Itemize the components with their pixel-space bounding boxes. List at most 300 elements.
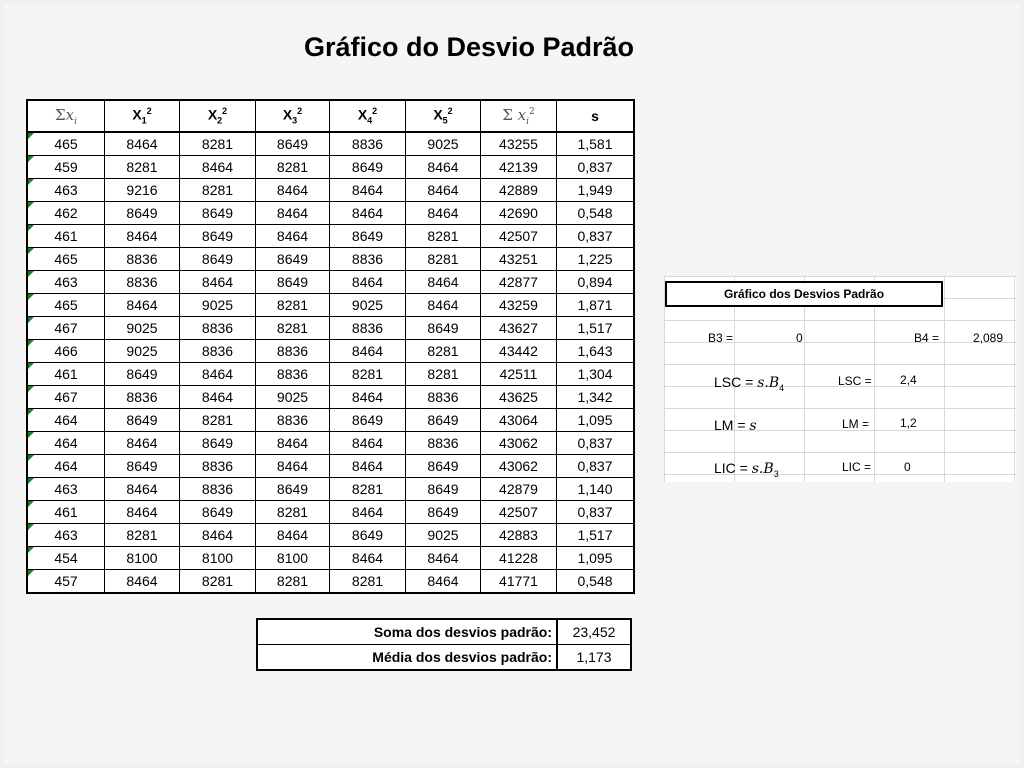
table-row <box>27 501 634 524</box>
cell-marker-icon <box>28 386 34 392</box>
table-header-row <box>27 100 634 132</box>
cell-value: 8464 <box>427 297 459 313</box>
cell-value: 8464 <box>126 297 158 313</box>
cell-value: 9216 <box>126 182 158 198</box>
table-cell <box>406 455 481 478</box>
table-cell <box>330 156 406 179</box>
mean-label: Média dos desvios padrão: <box>257 645 557 671</box>
cell-value: 459 <box>54 159 78 175</box>
table-cell <box>105 271 180 294</box>
table-cell <box>180 570 256 594</box>
mean-value: 1,173 <box>557 645 631 671</box>
table-row <box>27 248 634 271</box>
table-row <box>27 132 634 156</box>
cell-value: 8281 <box>427 366 459 382</box>
lm-formula-label: LM = <box>714 417 746 433</box>
cell-value: 8649 <box>427 412 459 428</box>
cell-value: 1,949 <box>577 182 613 198</box>
table-cell <box>105 570 180 594</box>
cell-marker-icon <box>28 455 34 461</box>
cell-marker-icon <box>28 478 34 484</box>
cell-value: 42507 <box>499 228 538 244</box>
data-table <box>26 99 635 594</box>
cell-value: 467 <box>54 320 78 336</box>
cell-value: 8836 <box>126 251 158 267</box>
table-cell <box>180 547 256 570</box>
table-row <box>27 317 634 340</box>
cell-marker-icon <box>28 501 34 507</box>
cell-value: 8649 <box>126 412 158 428</box>
table-cell <box>180 317 256 340</box>
cell-value: 8281 <box>201 182 234 198</box>
table-cell <box>481 570 557 594</box>
table-cell <box>27 202 105 225</box>
cell-value: 1,871 <box>577 297 613 313</box>
cell-value: 42889 <box>499 182 538 198</box>
table-row <box>27 340 634 363</box>
cell-value: 9025 <box>427 136 459 152</box>
header-x1-squared: $X_1^2$ <box>105 100 180 132</box>
table-body <box>27 132 634 593</box>
table-cell <box>256 202 330 225</box>
table-cell <box>330 547 406 570</box>
cell-marker-icon <box>28 133 34 139</box>
cell-value: 465 <box>54 251 78 267</box>
cell-value: 465 <box>54 297 78 313</box>
table-cell <box>27 478 105 501</box>
table-cell <box>330 409 406 432</box>
table-cell <box>481 271 557 294</box>
cell-value: 42883 <box>499 527 538 543</box>
cell-value: 8464 <box>427 205 459 221</box>
cell-value: 0,548 <box>577 205 613 221</box>
table-cell <box>481 386 557 409</box>
table-cell <box>105 132 180 156</box>
table-cell <box>557 363 635 386</box>
table-cell <box>27 179 105 202</box>
cell-value: 8464 <box>351 458 384 474</box>
table-cell <box>406 248 481 271</box>
cell-value: 8649 <box>351 527 384 543</box>
cell-value: 8836 <box>427 389 459 405</box>
cell-value: 8649 <box>126 458 158 474</box>
cell-value: 8464 <box>351 343 384 359</box>
cell-value: 8464 <box>276 205 309 221</box>
table-cell <box>557 478 635 501</box>
table-row <box>27 432 634 455</box>
cell-value: 464 <box>54 435 78 451</box>
cell-value: 42877 <box>499 274 538 290</box>
table-cell <box>256 179 330 202</box>
table-row <box>27 202 634 225</box>
cell-value: 43062 <box>499 435 538 451</box>
cell-value: 1,304 <box>577 366 613 382</box>
cell-value: 8100 <box>126 550 158 566</box>
cell-value: 42507 <box>499 504 538 520</box>
cell-value: 8464 <box>276 458 309 474</box>
table-cell <box>481 225 557 248</box>
cell-value: 1,225 <box>577 251 613 267</box>
cell-value: 8836 <box>351 320 384 336</box>
cell-marker-icon <box>28 225 34 231</box>
cell-value: 8464 <box>126 228 158 244</box>
table-cell <box>27 225 105 248</box>
table-cell <box>27 294 105 317</box>
table-row <box>27 271 634 294</box>
cell-value: 42879 <box>499 481 538 497</box>
cell-value: 8649 <box>427 504 459 520</box>
table-cell <box>330 225 406 248</box>
table-cell <box>27 248 105 271</box>
table-cell <box>330 570 406 594</box>
cell-value: 8649 <box>201 228 234 244</box>
table-cell <box>406 156 481 179</box>
table-cell <box>27 547 105 570</box>
table-cell <box>557 455 635 478</box>
table-cell <box>27 501 105 524</box>
table-cell <box>406 478 481 501</box>
cell-value: 42511 <box>499 366 538 382</box>
table-cell <box>105 179 180 202</box>
cell-value: 8464 <box>427 182 459 198</box>
table-cell <box>27 317 105 340</box>
table-row <box>27 524 634 547</box>
cell-value: 8649 <box>126 205 158 221</box>
table-cell <box>105 294 180 317</box>
cell-value: 8281 <box>276 573 309 589</box>
table-cell <box>406 294 481 317</box>
table-cell <box>481 179 557 202</box>
cell-value: 8464 <box>427 159 459 175</box>
table-cell <box>557 501 635 524</box>
table-cell <box>27 271 105 294</box>
cell-value: 8836 <box>351 251 384 267</box>
table-cell <box>27 432 105 455</box>
lsc-label: LSC = <box>838 374 872 388</box>
cell-value: 8464 <box>351 274 384 290</box>
cell-value: 8649 <box>427 320 459 336</box>
cell-value: 1,517 <box>577 320 613 336</box>
table-cell <box>481 363 557 386</box>
table-row <box>27 363 634 386</box>
cell-value: 42139 <box>499 159 538 175</box>
header-x4-squared: $X_4^2$ <box>330 100 406 132</box>
cell-value: 1,517 <box>577 527 613 543</box>
cell-value: 8836 <box>201 320 234 336</box>
cell-value: 8464 <box>351 205 384 221</box>
cell-marker-icon <box>28 202 34 208</box>
cell-value: 0,837 <box>577 435 613 451</box>
table-cell <box>256 294 330 317</box>
cell-value: 8464 <box>427 573 459 589</box>
cell-value: 9025 <box>201 297 234 313</box>
cell-value: 43442 <box>499 343 538 359</box>
table-cell <box>557 132 635 156</box>
table-cell <box>105 156 180 179</box>
summary-row-mean <box>257 645 631 671</box>
lsc-formula-expr: s.B <box>757 375 780 391</box>
table-cell <box>330 202 406 225</box>
table-cell <box>406 501 481 524</box>
cell-value: 8281 <box>427 228 459 244</box>
table-cell <box>105 432 180 455</box>
sum-value: 23,452 <box>557 619 631 645</box>
cell-value: 1,140 <box>577 481 613 497</box>
table-cell <box>256 271 330 294</box>
b3-label: B3 = <box>708 331 734 345</box>
table-cell <box>557 317 635 340</box>
table-cell <box>27 409 105 432</box>
table-cell <box>330 524 406 547</box>
cell-value: 43251 <box>499 251 538 267</box>
table-cell <box>481 202 557 225</box>
table-cell <box>180 294 256 317</box>
cell-value: 8464 <box>201 527 234 543</box>
cell-value: 8464 <box>351 504 384 520</box>
cell-value: 457 <box>54 573 78 589</box>
cell-marker-icon <box>28 524 34 530</box>
table-cell <box>406 317 481 340</box>
table-cell <box>406 340 481 363</box>
table-cell <box>27 363 105 386</box>
cell-value: 8464 <box>126 504 158 520</box>
cell-value: 8281 <box>201 412 234 428</box>
cell-value: 9025 <box>427 527 459 543</box>
table-cell <box>330 248 406 271</box>
table-cell <box>180 156 256 179</box>
cell-value: 8464 <box>126 481 158 497</box>
cell-value: 8649 <box>427 458 459 474</box>
lsc-value: 2,4 <box>900 373 917 387</box>
lm-formula <box>714 417 757 434</box>
cell-value: 8836 <box>201 481 234 497</box>
cell-value: 1,095 <box>577 550 613 566</box>
cell-value: 8281 <box>351 481 384 497</box>
table-cell <box>180 248 256 271</box>
cell-value: 466 <box>54 343 78 359</box>
b3-value: 0 <box>796 331 803 345</box>
cell-value: 8649 <box>276 274 309 290</box>
cell-value: 8281 <box>427 343 459 359</box>
header-x3-squared: $X_3^2$ <box>256 100 330 132</box>
table-cell <box>406 363 481 386</box>
table-cell <box>180 340 256 363</box>
panel-title: Gráfico dos Desvios Padrão <box>665 281 943 307</box>
table-cell <box>330 317 406 340</box>
cell-value: 462 <box>54 205 78 221</box>
table-cell <box>406 432 481 455</box>
header-x5-squared: $X_5^2$ <box>406 100 481 132</box>
cell-value: 42690 <box>499 205 538 221</box>
table-cell <box>256 363 330 386</box>
cell-value: 9025 <box>276 389 309 405</box>
cell-value: 8281 <box>276 159 309 175</box>
table-cell <box>256 524 330 547</box>
table-cell <box>180 179 256 202</box>
control-limits-panel <box>664 276 1016 482</box>
cell-value: 41771 <box>499 573 538 589</box>
table-cell <box>180 363 256 386</box>
cell-value: 8281 <box>276 297 309 313</box>
table-cell <box>180 386 256 409</box>
cell-marker-icon <box>28 271 34 277</box>
cell-value: 8100 <box>201 550 234 566</box>
cell-value: 0,837 <box>577 458 613 474</box>
b4-label: B4 = <box>914 331 940 345</box>
cell-value: 8464 <box>427 274 459 290</box>
table-cell <box>406 524 481 547</box>
cell-value: 1,643 <box>577 343 613 359</box>
cell-value: 8649 <box>201 205 234 221</box>
table-cell <box>105 202 180 225</box>
cell-value: 8281 <box>276 504 309 520</box>
cell-value: 8281 <box>126 527 158 543</box>
cell-value: 0,894 <box>577 274 613 290</box>
cell-marker-icon <box>28 156 34 162</box>
table-cell <box>557 432 635 455</box>
cell-value: 1,342 <box>577 389 613 405</box>
table-cell <box>481 248 557 271</box>
table-cell <box>330 179 406 202</box>
table-cell <box>105 340 180 363</box>
cell-value: 43259 <box>499 297 538 313</box>
table-row <box>27 547 634 570</box>
table-cell <box>27 386 105 409</box>
lic-formula-expr: s.B <box>751 461 774 477</box>
cell-value: 8836 <box>201 343 234 359</box>
cell-value: 8649 <box>427 481 459 497</box>
cell-value: 465 <box>54 136 78 152</box>
cell-value: 8836 <box>126 274 158 290</box>
table-row <box>27 225 634 248</box>
cell-value: 8100 <box>276 550 309 566</box>
table-cell <box>406 271 481 294</box>
table-row <box>27 478 634 501</box>
cell-value: 43625 <box>499 389 538 405</box>
cell-value: 8464 <box>276 435 309 451</box>
cell-value: 8464 <box>126 573 158 589</box>
table-row <box>27 455 634 478</box>
cell-marker-icon <box>28 317 34 323</box>
cell-value: 0,837 <box>577 228 613 244</box>
b4-value: 2,089 <box>973 331 1004 345</box>
table-cell <box>330 340 406 363</box>
table-cell <box>481 156 557 179</box>
cell-value: 8649 <box>201 504 234 520</box>
cell-value: 8464 <box>201 274 234 290</box>
table-cell <box>481 132 557 156</box>
table-cell <box>330 501 406 524</box>
cell-value: 8649 <box>276 136 309 152</box>
table-cell <box>256 132 330 156</box>
table-cell <box>330 363 406 386</box>
table-cell <box>180 202 256 225</box>
cell-value: 467 <box>54 389 78 405</box>
table-cell <box>27 524 105 547</box>
table-cell <box>180 409 256 432</box>
table-cell <box>105 386 180 409</box>
cell-marker-icon <box>28 432 34 438</box>
table-cell <box>481 501 557 524</box>
table-cell <box>481 455 557 478</box>
table-cell <box>105 248 180 271</box>
cell-value: 8464 <box>351 182 384 198</box>
cell-value: 8464 <box>276 228 309 244</box>
table-cell <box>481 409 557 432</box>
table-cell <box>481 432 557 455</box>
header-sum-x-squared: Σ $x_i^2$ <box>481 100 557 132</box>
table-cell <box>406 570 481 594</box>
table-cell <box>557 156 635 179</box>
table-cell <box>557 409 635 432</box>
lic-value: 0 <box>904 460 911 474</box>
table-row <box>27 386 634 409</box>
cell-value: 8836 <box>276 412 309 428</box>
cell-value: 461 <box>54 366 78 382</box>
cell-value: 8649 <box>351 228 384 244</box>
table-cell <box>256 432 330 455</box>
cell-value: 8836 <box>276 343 309 359</box>
table-cell <box>406 225 481 248</box>
table-cell <box>256 225 330 248</box>
header-sum-x: $\Sigma x_i$ <box>27 100 105 132</box>
cell-marker-icon <box>28 340 34 346</box>
table-cell <box>406 179 481 202</box>
cell-value: 463 <box>54 274 78 290</box>
cell-value: 8464 <box>351 435 384 451</box>
cell-value: 43062 <box>499 458 538 474</box>
lic-formula: LIC = $s.B_3$ <box>714 460 779 479</box>
table-cell <box>557 340 635 363</box>
table-cell <box>180 432 256 455</box>
table-cell <box>105 363 180 386</box>
table-cell <box>557 202 635 225</box>
table-cell <box>330 271 406 294</box>
cell-value: 41228 <box>499 550 538 566</box>
table-cell <box>180 455 256 478</box>
cell-value: 8464 <box>351 550 384 566</box>
table-cell <box>557 386 635 409</box>
cell-marker-icon <box>28 248 34 254</box>
table-cell <box>557 179 635 202</box>
cell-value: 8649 <box>351 159 384 175</box>
lic-formula-label: LIC = <box>714 460 748 476</box>
lsc-formula-label: LSC = <box>714 374 754 390</box>
table-cell <box>105 225 180 248</box>
cell-value: 8281 <box>276 320 309 336</box>
table-cell <box>180 225 256 248</box>
cell-marker-icon <box>28 409 34 415</box>
table-cell <box>406 132 481 156</box>
table-cell <box>256 478 330 501</box>
table-cell <box>406 386 481 409</box>
cell-value: 8281 <box>201 136 234 152</box>
table-cell <box>557 294 635 317</box>
table-cell <box>557 570 635 594</box>
cell-value: 8281 <box>201 573 234 589</box>
cell-value: 8464 <box>126 435 158 451</box>
table-cell <box>27 570 105 594</box>
cell-value: 9025 <box>351 297 384 313</box>
table-cell <box>105 547 180 570</box>
cell-value: 8649 <box>351 412 384 428</box>
cell-value: 0,837 <box>577 504 613 520</box>
table-cell <box>256 455 330 478</box>
cell-marker-icon <box>28 179 34 185</box>
cell-value: 8281 <box>351 366 384 382</box>
cell-value: 461 <box>54 504 78 520</box>
table-row <box>27 570 634 594</box>
